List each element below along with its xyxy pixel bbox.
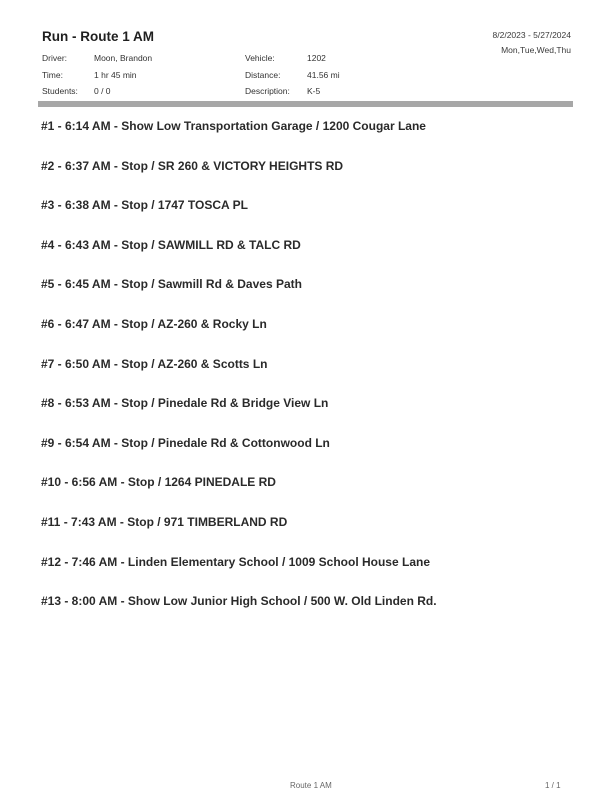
stop-item: #12 - 7:46 AM - Linden Elementary School / 1009 School House Lane xyxy=(41,554,430,569)
footer-page-number: 1 / 1 xyxy=(545,781,561,790)
stop-item: #2 - 6:37 AM - Stop / SR 260 & VICTORY HEIGHTS RD xyxy=(41,158,344,173)
stop-item: #13 - 8:00 AM - Show Low Junior High School / 500 W. Old Linden Rd. xyxy=(41,594,437,609)
distance-label: Distance: xyxy=(245,70,281,80)
stop-item: #1 - 6:14 AM - Show Low Transportation Garage / 1200 Cougar Lane xyxy=(41,119,426,133)
description-value: K-5 xyxy=(307,86,321,96)
description-label: Description: xyxy=(245,86,290,96)
driver-value: Moon, Brandon xyxy=(94,53,153,63)
driver-label: Driver: xyxy=(42,53,68,63)
vehicle-value: 1202 xyxy=(307,53,326,63)
stop-item: #8 - 6:53 AM - Stop / Pinedale Rd & Bridge View Ln xyxy=(41,396,329,411)
stop-item: #10 - 6:56 AM - Stop / 1264 PINEDALE RD xyxy=(41,475,276,490)
header-divider xyxy=(38,101,573,107)
stop-item: #7 - 6:50 AM - Stop / AZ-260 & Scotts Ln xyxy=(41,356,268,371)
days-of-week: Mon,Tue,Wed,Thu xyxy=(501,45,571,55)
stop-item: #5 - 6:45 AM - Stop / Sawmill Rd & Daves Path xyxy=(41,277,302,292)
vehicle-label: Vehicle: xyxy=(245,53,275,63)
stop-item: #3 - 6:38 AM - Stop / 1747 TOSCA PL xyxy=(41,198,248,213)
distance-value: 41.56 mi xyxy=(307,70,340,80)
stop-item: #11 - 7:43 AM - Stop / 971 TIMBERLAND RD xyxy=(41,514,288,529)
stop-list xyxy=(41,119,437,634)
stop-item: #4 - 6:43 AM - Stop / SAWMILL RD & TALC RD xyxy=(41,237,301,252)
date-range: 8/2/2023 - 5/27/2024 xyxy=(492,30,571,40)
students-label: Students: xyxy=(42,86,78,96)
stop-item: #6 - 6:47 AM - Stop / AZ-260 & Rocky Ln xyxy=(41,316,267,331)
students-value: 0 / 0 xyxy=(94,86,111,96)
page-title: Run - Route 1 AM xyxy=(42,29,154,44)
time-value: 1 hr 45 min xyxy=(94,70,137,80)
time-label: Time: xyxy=(42,70,63,80)
stop-item: #9 - 6:54 AM - Stop / Pinedale Rd & Cottonwood Ln xyxy=(41,435,330,450)
footer-route-name: Route 1 AM xyxy=(290,781,332,790)
